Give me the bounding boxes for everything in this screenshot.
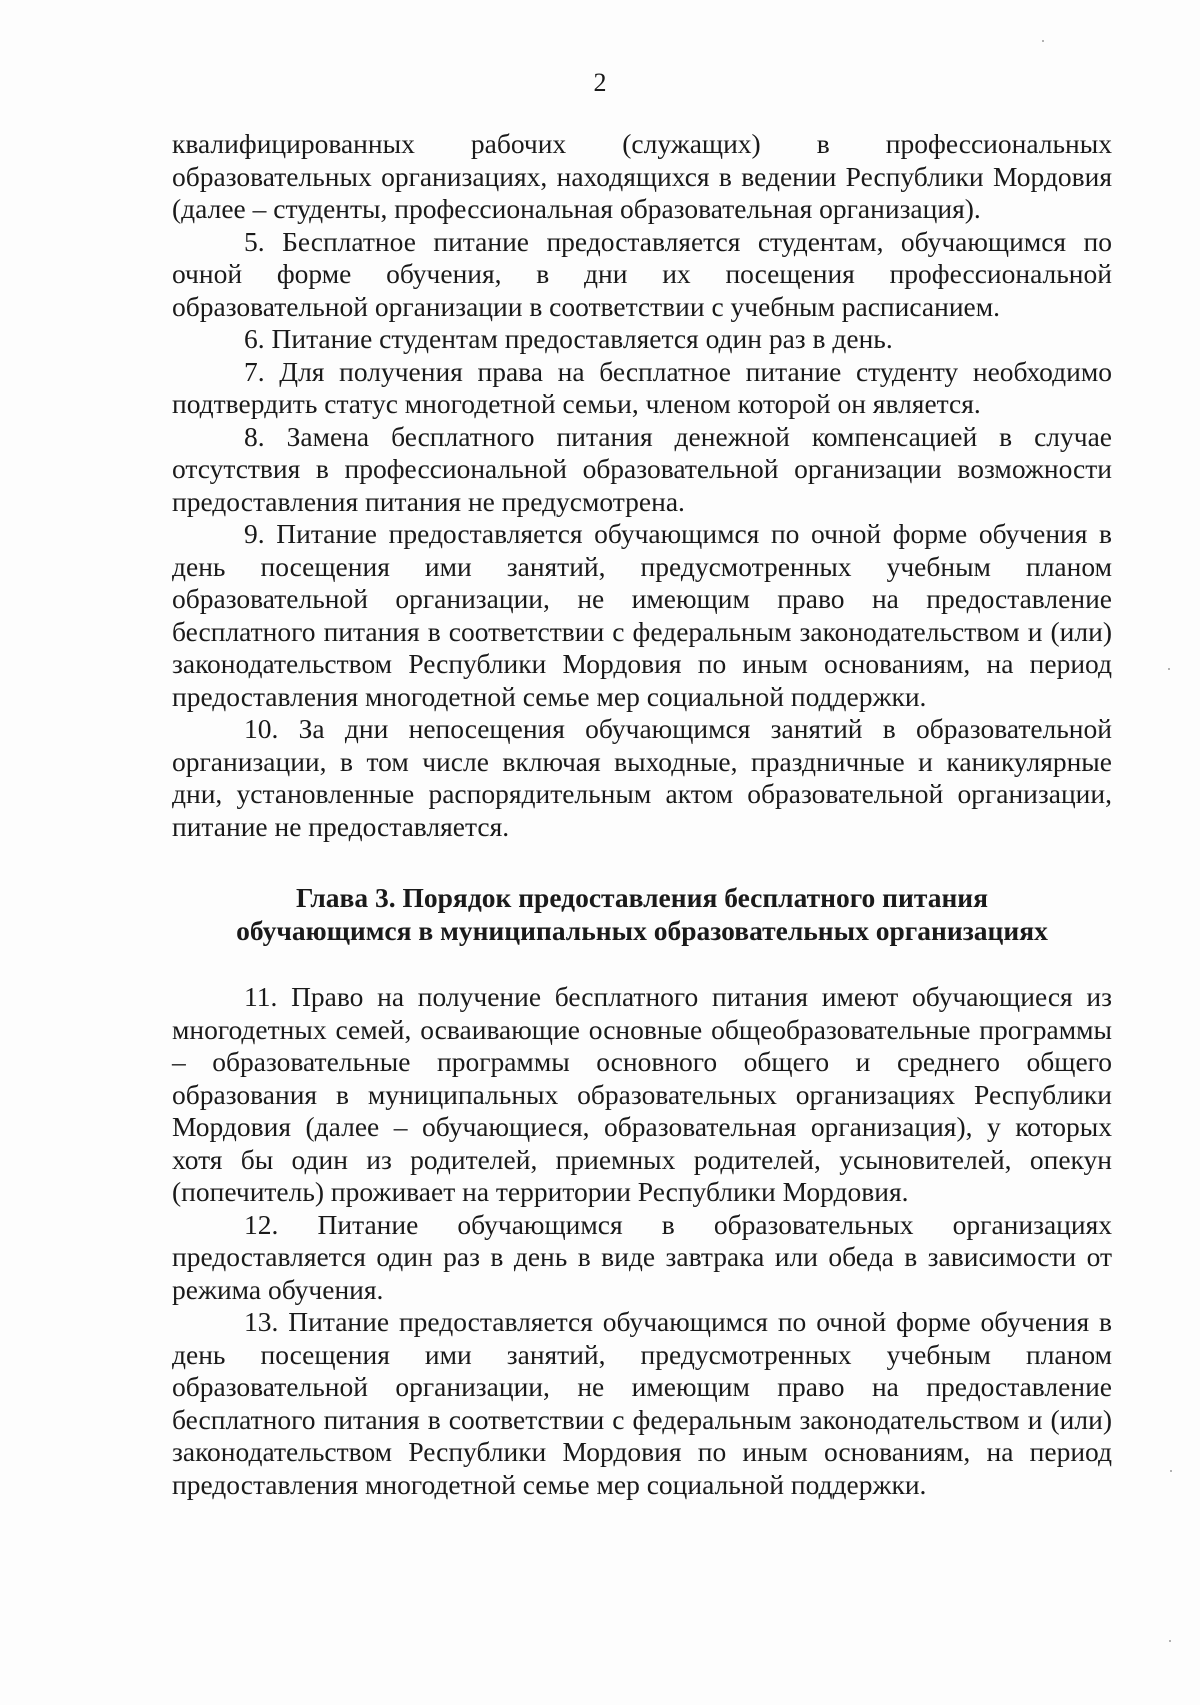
scan-speck [1168, 668, 1170, 670]
paragraph-item-5: 5. Бесплатное питание предоставляется студентам, обучающимся по очной форме обучения, в дни их посещения профессиональной образовательной организации в соответствии с учебным расписанием. [172, 225, 1112, 322]
paragraph-item-13: 13. Питание предоставляется обучающимся по очной форме обучения в день посещения ими занятий, предусмотренных учебным планом образовательной организации, не имеющим право на предоставление бесплатного питания в соответствии с федеральным законодательством и (или) законодательством Республики Мордовия по иным основаниям, на период предоставления многодетной семье мер социальной поддержки. [172, 1306, 1112, 1500]
paragraph-item-9: 9. Питание предоставляется обучающимся по очной форме обучения в день посещения ими занятий, предусмотренных учебным планом образовательной организации, не имеющим право на предоставление бесплатного питания в соответствии с федеральным законодательством и (или) законодательством Республики Мордовия по иным основаниям, на период предоставления многодетной семье мер социальной поддержки. [172, 518, 1112, 712]
scan-speck [1042, 40, 1044, 42]
chapter-heading-line-2: обучающимся в муниципальных образовательных организациях [236, 915, 1048, 946]
chapter-heading [172, 881, 1112, 947]
paragraph-item-10: 10. За дни непосещения обучающимся занятий в образовательной организации, в том числе включая выходные, праздничные и каникулярные дни, установленные распорядительным актом образовательной организации, питание не предоставляется. [172, 713, 1112, 842]
chapter-heading-line-1: Глава 3. Порядок предоставления бесплатного питания [295, 882, 989, 913]
scan-speck [1170, 1470, 1172, 1472]
paragraph-item-12: 12. Питание обучающимся в образовательных организациях предоставляется один раз в день в виде завтрака или обеда в зависимости от режима обучения. [172, 1208, 1112, 1305]
paragraph-item-7: 7. Для получения права на бесплатное питание студенту необходимо подтвердить статус многодетной семьи, членом которой он является. [172, 355, 1112, 419]
scan-speck [1169, 1640, 1171, 1642]
paragraph-continuation: квалифицированных рабочих (служащих) в профессиональных образовательных организациях, находящихся в ведении Республики Мордовия (далее – студенты, профессиональная образовательная организация). [172, 128, 1112, 224]
page-number: 2 [593, 68, 607, 97]
paragraph-item-6: 6. Питание студентам предоставляется один раз в день. [244, 323, 893, 354]
paragraph-item-8: 8. Замена бесплатного питания денежной компенсацией в случае отсутствия в профессиональной образовательной организации возможности предоставления питания не предусмотрена. [172, 420, 1112, 517]
document-body [172, 128, 1112, 1501]
paragraph-item-11: 11. Право на получение бесплатного питания имеют обучающиеся из многодетных семей, осваивающие основные общеобразовательные программы – образовательные программы основного общего и среднего общего образования в муниципальных образовательных организациях Республики Мордовия (далее – обучающиеся, образовательная организация), у которых хотя бы один из родителей, приемных родителей, усыновителей, опекун (попечитель) проживает на территории Республики Мордовия. [172, 981, 1112, 1207]
